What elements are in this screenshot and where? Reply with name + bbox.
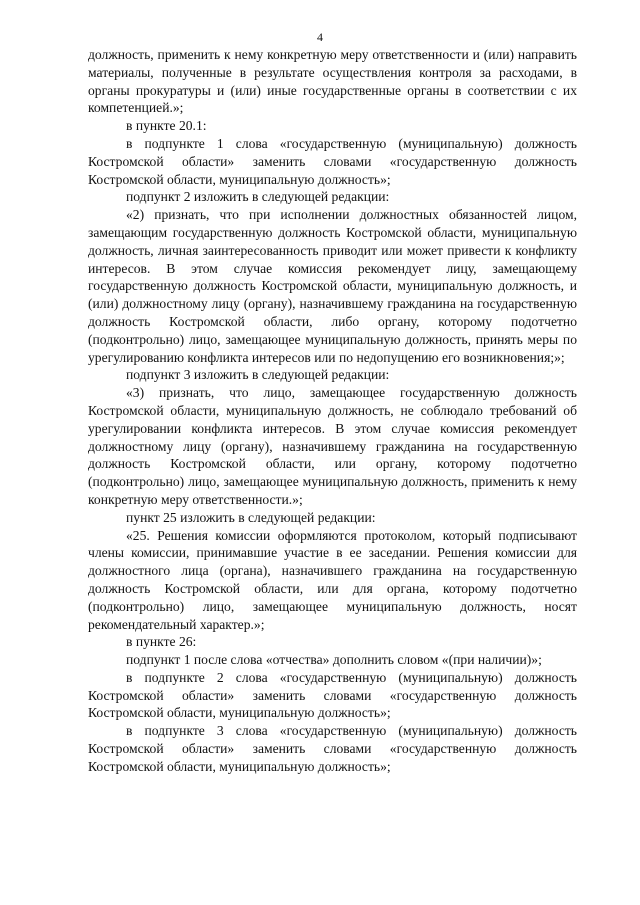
paragraph: подпункт 2 изложить в следующей редакции:	[126, 189, 390, 205]
paragraph: «2) признать, что при исполнении должностных обязанностей лицом, замещающим государственную должность Костромской области, муниципальную должность, личная заинтересованность приводит или может привести к конфликту интересов. В этом случае комиссия рекомендует лицу, замещающему государственную должность Костромской области, муниципальную должность, и (или) должностному лицу (органу), назначившему гражданина на государственную должность Костромской области, либо органу, которому подотчетно (подконтрольно) лицо, замещающее муниципальную должность, принять меры по урегулированию конфликта интересов или по недопущению его возникновения;»;	[88, 207, 577, 365]
paragraph: подпункт 1 после слова «отчества» дополнить словом «(при наличии)»;	[126, 652, 542, 668]
paragraph: в подпункте 1 слова «государственную (муниципальную) должность Костромской области» заменить словами «государственную должность Костромской области, муниципальную должность»;	[88, 135, 577, 187]
document-body	[88, 46, 577, 776]
paragraph: «25. Решения комиссии оформляются протоколом, который подписывают члены комиссии, принимавшие участие в ее заседании. Решения комиссии для должностного лица (органа), назначившего гражданина на государственную должность Костромской области, или для органа, которому подотчетно (подконтрольно) лицо, замещающее муниципальную должность, носят рекомендательный характер.»;	[88, 527, 577, 632]
paragraph: в пункте 20.1:	[126, 118, 207, 134]
paragraph: пункт 25 изложить в следующей редакции:	[126, 509, 376, 525]
paragraph: в подпункте 2 слова «государственную (муниципальную) должность Костромской области» заменить словами «государственную должность Костромской области, муниципальную должность»;	[88, 669, 577, 721]
paragraph: в подпункте 3 слова «государственную (муниципальную) должность Костромской области» заменить словами «государственную должность Костромской области, муниципальную должность»;	[88, 723, 577, 774]
paragraph: «3) признать, что лицо, замещающее государственную должность Костромской области, муниципальную должность, не соблюдало требований об урегулировании конфликта интересов. В этом случае комиссия рекомендует должностному лицу (органу), назначившему гражданина на государственную должность Костромской области, или органу, которому подотчетно (подконтрольно) лицо, замещающее муниципальную должность, применить к нему конкретную меру ответственности.»;	[88, 385, 577, 507]
paragraph: подпункт 3 изложить в следующей редакции:	[126, 367, 390, 383]
paragraph: должность, применить к нему конкретную меру ответственности и (или) направить материалы, полученные в результате осуществления контроля за расходами, в органы прокуратуры и (или) иные государственные органы в соответствии с их компетенцией.»;	[88, 47, 577, 116]
paragraph: в пункте 26:	[126, 634, 197, 650]
page-number: 4	[317, 30, 323, 44]
